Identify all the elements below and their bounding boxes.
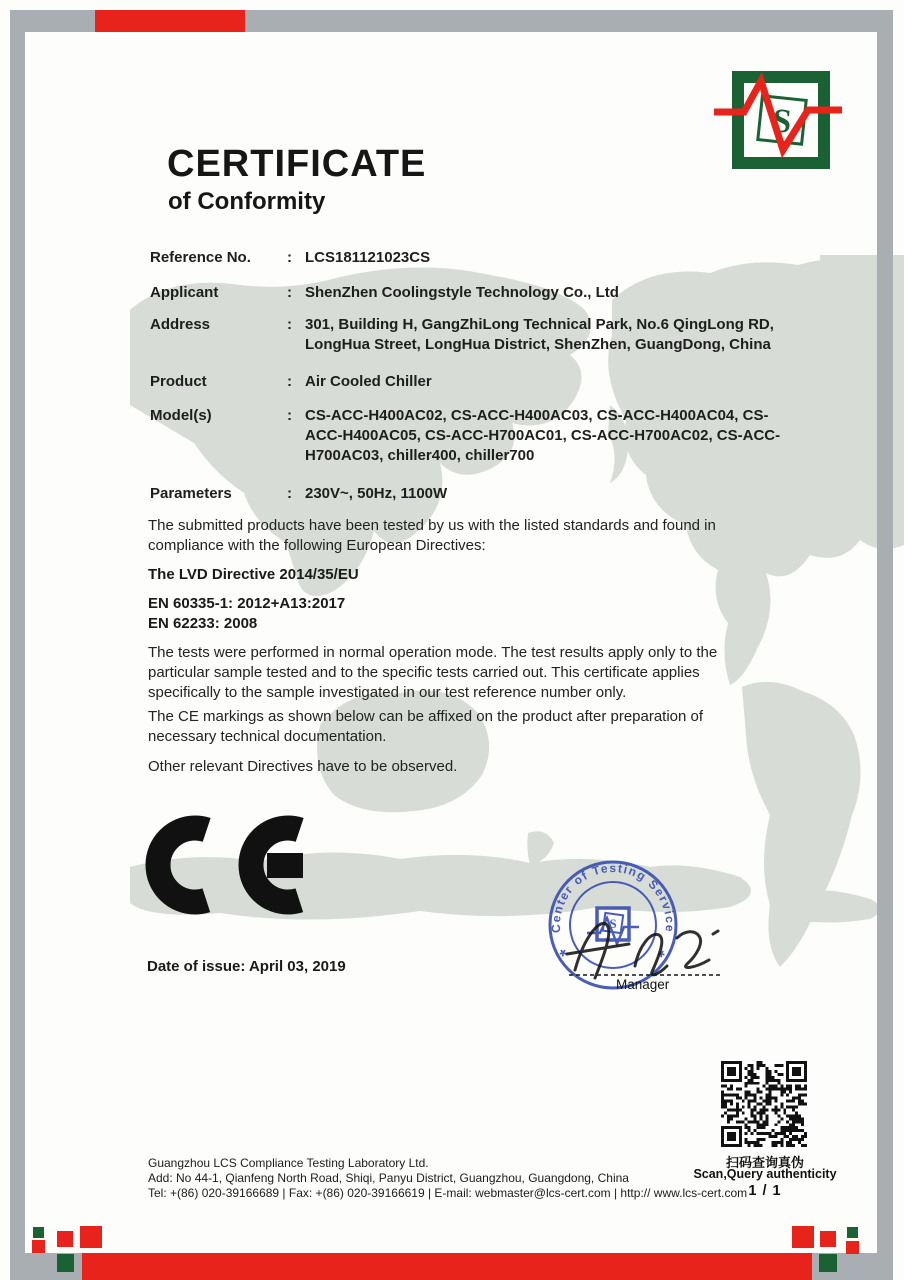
field-colon: : [287,316,292,333]
field-row-reference [150,248,785,268]
directive-line: The LVD Directive 2014/35/EU [148,566,359,583]
field-value: Air Cooled Chiller [305,373,432,390]
field-colon: : [287,407,292,424]
ce-mark-icon [145,814,307,916]
paragraph-ce-markings: The CE markings as shown below can be affixed on the product after preparation of necessary technical documentation. [148,708,704,745]
field-value: LCS181121023CS [305,249,431,266]
paragraph-tests: The tests were performed in normal operation mode. The test results apply only to the particular sample tested and to the specific tests carried out. This certificate applies specifically to the sample investigated in our test reference number only. [148,644,718,701]
paragraph-other-directives: Other relevant Directives have to be observed. [148,758,458,775]
field-label: Parameters [150,485,232,502]
qr-code [721,1061,807,1147]
paragraph-intro: The submitted products have been tested by us with the listed standards and found in compliance with the following European Directives: [148,517,716,554]
deco-square [846,1241,859,1254]
deco-square [80,1226,102,1248]
field-colon: : [287,249,292,266]
deco-square [57,1231,73,1247]
lcs-logo-icon [708,66,848,170]
footer-contact: Tel: +(86) 020-39166689 | Fax: +(86) 020-39166619 | E-mail: webmaster@lcs-cert.com | http:// www.lcs-cert.com [148,1186,748,1200]
field-label: Address [150,316,211,333]
page-number: 1 / 1 [748,1183,782,1199]
svg-text:S: S [609,916,617,931]
deco-square [792,1226,814,1248]
stamp-arc-top-text: Center of Testing Service [548,860,678,934]
frame-left-bar [10,10,25,1280]
qr-caption-en: Scan,Query authenticity [693,1167,837,1181]
standard-line-1: EN 60335-1: 2012+A13:2017 [148,595,346,612]
field-label: Applicant [150,284,219,301]
field-row-models [150,406,785,466]
frame-top-red-segment [95,10,245,32]
field-row-address [150,315,785,355]
deco-square [33,1227,44,1238]
field-value: 230V~, 50Hz, 1100W [305,485,448,502]
stamp-star-left: * [556,945,574,966]
field-row-product [150,372,785,392]
field-label: Product [150,373,207,390]
field-colon: : [287,485,292,502]
certificate-subtitle: of Conformity [168,188,326,215]
footer-company: Guangzhou LCS Compliance Testing Laboratory Ltd. [148,1156,429,1170]
frame-right-bar [877,10,893,1280]
standard-line-2: EN 62233: 2008 [148,615,258,632]
deco-square [819,1254,837,1272]
date-of-issue: Date of issue: April 03, 2019 [147,958,346,975]
signer-title: Manager [616,977,670,992]
svg-text:S: S [770,102,794,141]
field-row-parameters [150,484,785,504]
field-value: 301, Building H, GangZhiLong Technical Park, No.6 QingLong RD, LongHua Street, LongHua District, ShenZhen, GuangDong, China [305,316,774,353]
field-row-applicant [150,283,785,303]
deco-square [820,1231,836,1247]
frame-bottom-red-bar [82,1253,812,1280]
qr-caption-cn: 扫码查询真伪 [725,1155,804,1170]
deco-square [57,1254,74,1272]
field-value: CS-ACC-H400AC02, CS-ACC-H400AC03, CS-ACC-H400AC04, CS-ACC-H400AC05, CS-ACC-H700AC01, CS-ACC-H700AC02, CS-ACC-H700AC03, chiller400, chiller700 [305,407,781,464]
field-label: Model(s) [150,407,212,424]
deco-square [847,1227,858,1238]
footer-address: Add: No 44-1, Qianfeng North Road, Shiqi, Panyu District, Guangzhou, Guangdong, China [148,1171,629,1185]
certificate-title: CERTIFICATE [167,143,427,185]
field-label: Reference No. [150,249,251,266]
deco-square [32,1240,45,1253]
stamp-star-right: * [650,946,668,967]
field-colon: : [287,284,292,301]
field-colon: : [287,373,292,390]
field-value: ShenZhen Coolingstyle Technology Co., Ltd [305,284,619,301]
